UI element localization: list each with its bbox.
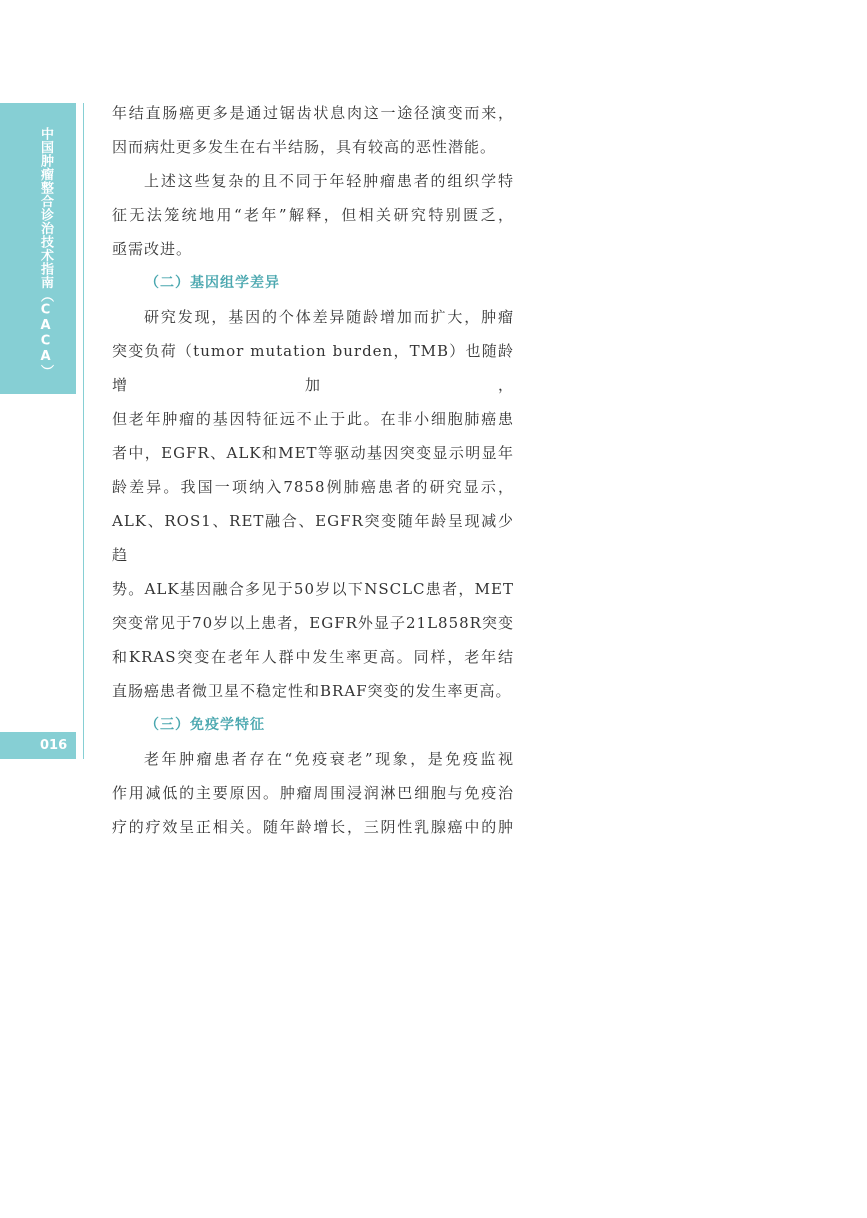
body-line: 龄差异。我国一项纳入7858例肺癌患者的研究显示， [112,478,514,496]
body-line: 和KRAS突变在老年人群中发生率更高。同样，老年结 [112,648,514,666]
body-line: 因而病灶更多发生在右半结肠，具有较高的恶性潜能。 [112,138,497,156]
body-line: 势。ALK基因融合多见于50岁以下NSCLC患者，MET [112,580,514,598]
body-line: 突变常见于70岁以上患者，EGFR外显子21L858R突变 [112,614,514,632]
section-heading: （二）基因组学差异 [145,275,280,291]
body-line: 年结直肠癌更多是通过锯齿状息肉这一途径演变而来， [112,104,514,122]
body-line: 但老年肿瘤的基因特征远不止于此。在非小细胞肺癌患 [112,410,514,428]
body-line: 作用减低的主要原因。肿瘤周围浸润淋巴细胞与免疫治 [112,784,514,802]
running-title: 中国肿瘤整合诊治技术指南（CACA） [38,127,53,378]
body-line: 突变负荷（tumor mutation burden，TMB）也随龄增加， [112,342,514,394]
margin-rule [83,103,84,759]
page-number: 016 [40,738,68,753]
body-line: 研究发现，基因的个体差异随龄增加而扩大，肿瘤 [144,308,514,326]
body-line: 老年肿瘤患者存在“免疫衰老”现象，是免疫监视 [144,750,514,768]
section-heading: （三）免疫学特征 [145,717,265,733]
body-line: ALK、ROS1、RET融合、EGFR突变随年龄呈现减少趋 [112,512,514,564]
body-line: 亟需改进。 [112,240,193,258]
body-line: 征无法笼统地用“老年”解释，但相关研究特别匮乏， [112,206,514,224]
body-text [112,96,514,844]
body-line: 上述这些复杂的且不同于年轻肿瘤患者的组织学特 [144,172,514,190]
body-line: 直肠癌患者微卫星不稳定性和BRAF突变的发生率更高。 [112,682,512,700]
body-line: 疗的疗效呈正相关。随年龄增长，三阴性乳腺癌中的肿 [112,818,514,836]
body-line: 者中，EGFR、ALK和MET等驱动基因突变显示明显年 [112,444,514,462]
